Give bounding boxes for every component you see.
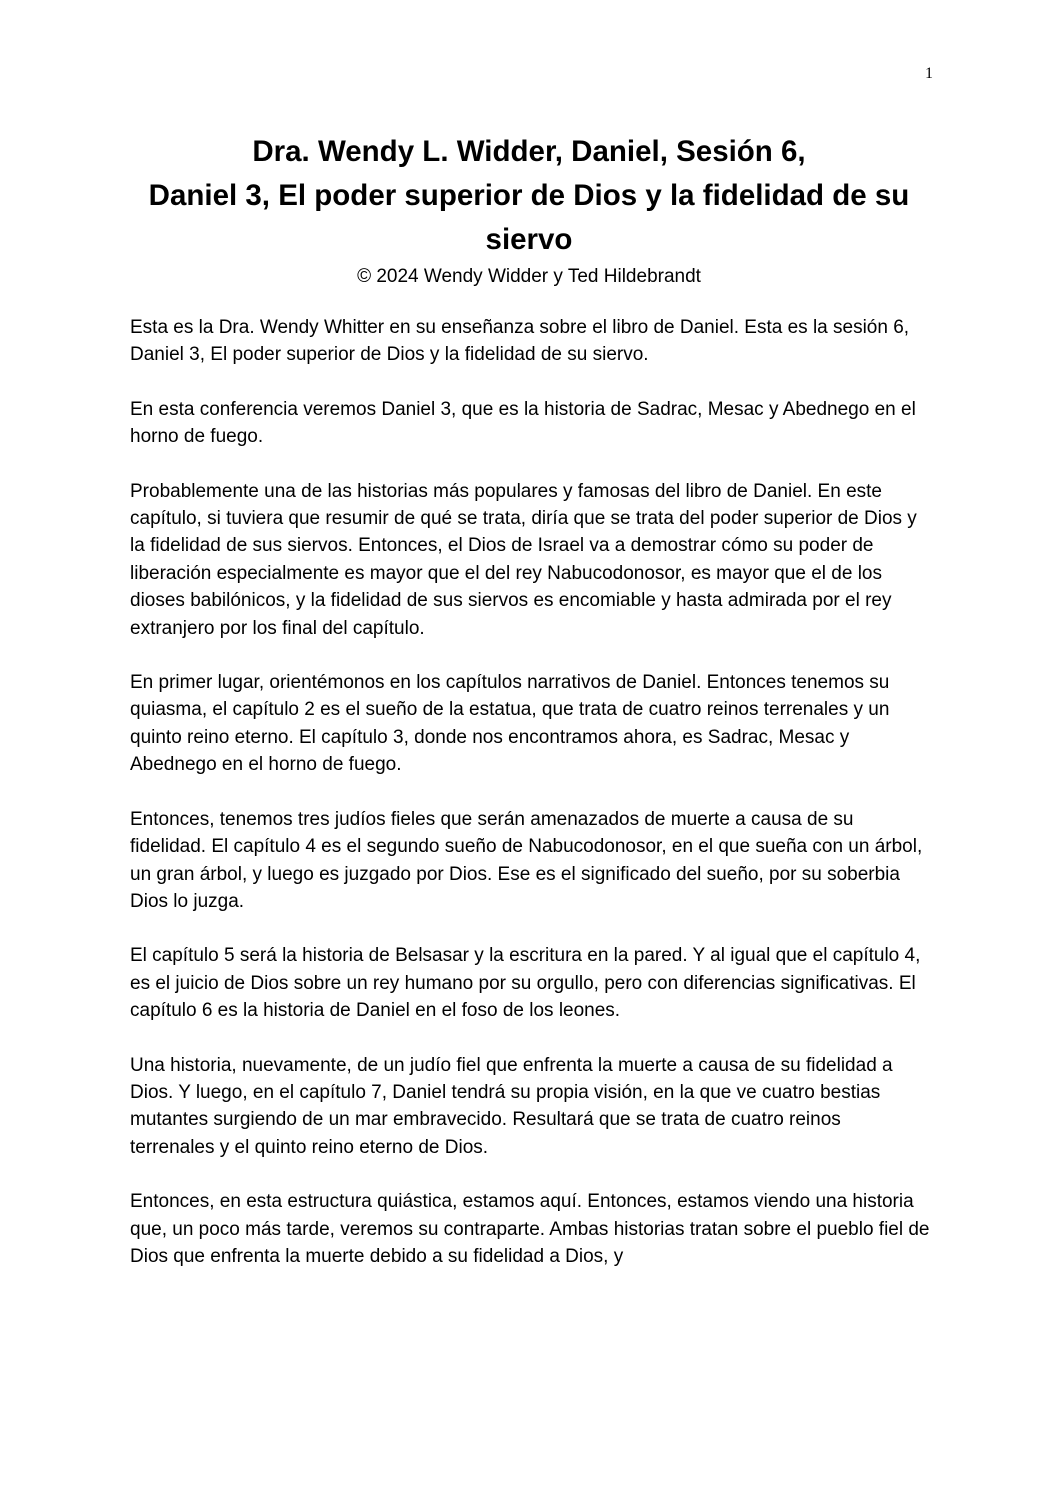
paragraph: Una historia, nuevamente, de un judío fiel que enfrenta la muerte a causa de su fidelidad a Dios. Y luego, en el capítulo 7, Daniel tendrá su propia visión, en la que ve cuatro bestias mutantes surgiendo de un mar embravecido. Resultará que se trata de cuatro reinos terrenales y el quinto reino eterno de Dios. — [130, 1054, 893, 1158]
page-number: 1 — [925, 65, 933, 82]
copyright-line: © 2024 Wendy Widder y Ted Hildebrandt — [357, 266, 701, 287]
paragraph: Entonces, tenemos tres judíos fieles que serán amenazados de muerte a causa de su fidelidad. El capítulo 4 es el segundo sueño de Nabucodonosor, en el que sueña con un árbol, un gran árbol, y luego es juzgado por Dios. Ese es el significado del sueño, por su soberbia Dios lo juzga. — [130, 808, 923, 912]
document-header — [120, 130, 938, 290]
paragraph: Esta es la Dra. Wendy Whitter en su enseñanza sobre el libro de Daniel. Esta es la sesión 6, Daniel 3, El poder superior de Dios y la fidelidad de su siervo. — [130, 317, 910, 366]
title-line-2: Daniel 3, El poder superior de Dios y la fidelidad de su siervo — [148, 179, 910, 256]
paragraph: En primer lugar, orientémonos en los capítulos narrativos de Daniel. Entonces tenemos su quiasma, el capítulo 2 es el sueño de la estatua, que trata de cuatro reinos terrenales y un quinto reino eterno. El capítulo 3, donde nos encontramos ahora, es Sadrac, Mesac y Abednego en el horno de fuego. — [130, 672, 890, 776]
paragraph: En esta conferencia veremos Daniel 3, que es la historia de Sadrac, Mesac y Abednego en el horno de fuego. — [130, 398, 916, 448]
title-line-1: Dra. Wendy L. Widder, Daniel, Sesión 6, — [252, 135, 806, 168]
paragraph: Entonces, en esta estructura quiástica, estamos aquí. Entonces, estamos viendo una historia que, un poco más tarde, veremos su contraparte. Ambas historias tratan sobre el pueblo fiel de Dios que enfrenta la muerte debido a su fidelidad a Dios, y — [130, 1191, 930, 1267]
paragraph: Probablemente una de las historias más populares y famosas del libro de Daniel. En este capítulo, si tuviera que resumir de qué se trata, diría que se trata del poder superior de Dios y la fidelidad de sus siervos. Entonces, el Dios de Israel va a demostrar cómo su poder de liberación especialmente es mayor que el del rey Nabucodonosor, es mayor que el de los dioses babilónicos, y la fidelidad de sus siervos es encomiable y hasta admirada por el rey extranjero por los final del capítulo. — [130, 480, 917, 639]
document-body — [130, 314, 930, 1297]
paragraph: El capítulo 5 será la historia de Belsasar y la escritura en la pared. Y al igual que el capítulo 4, es el juicio de Dios sobre un rey humano por su orgullo, pero con diferencias significativas. El capítulo 6 es la historia de Daniel en el foso de los leones. — [130, 945, 921, 1022]
document-title — [120, 130, 938, 262]
